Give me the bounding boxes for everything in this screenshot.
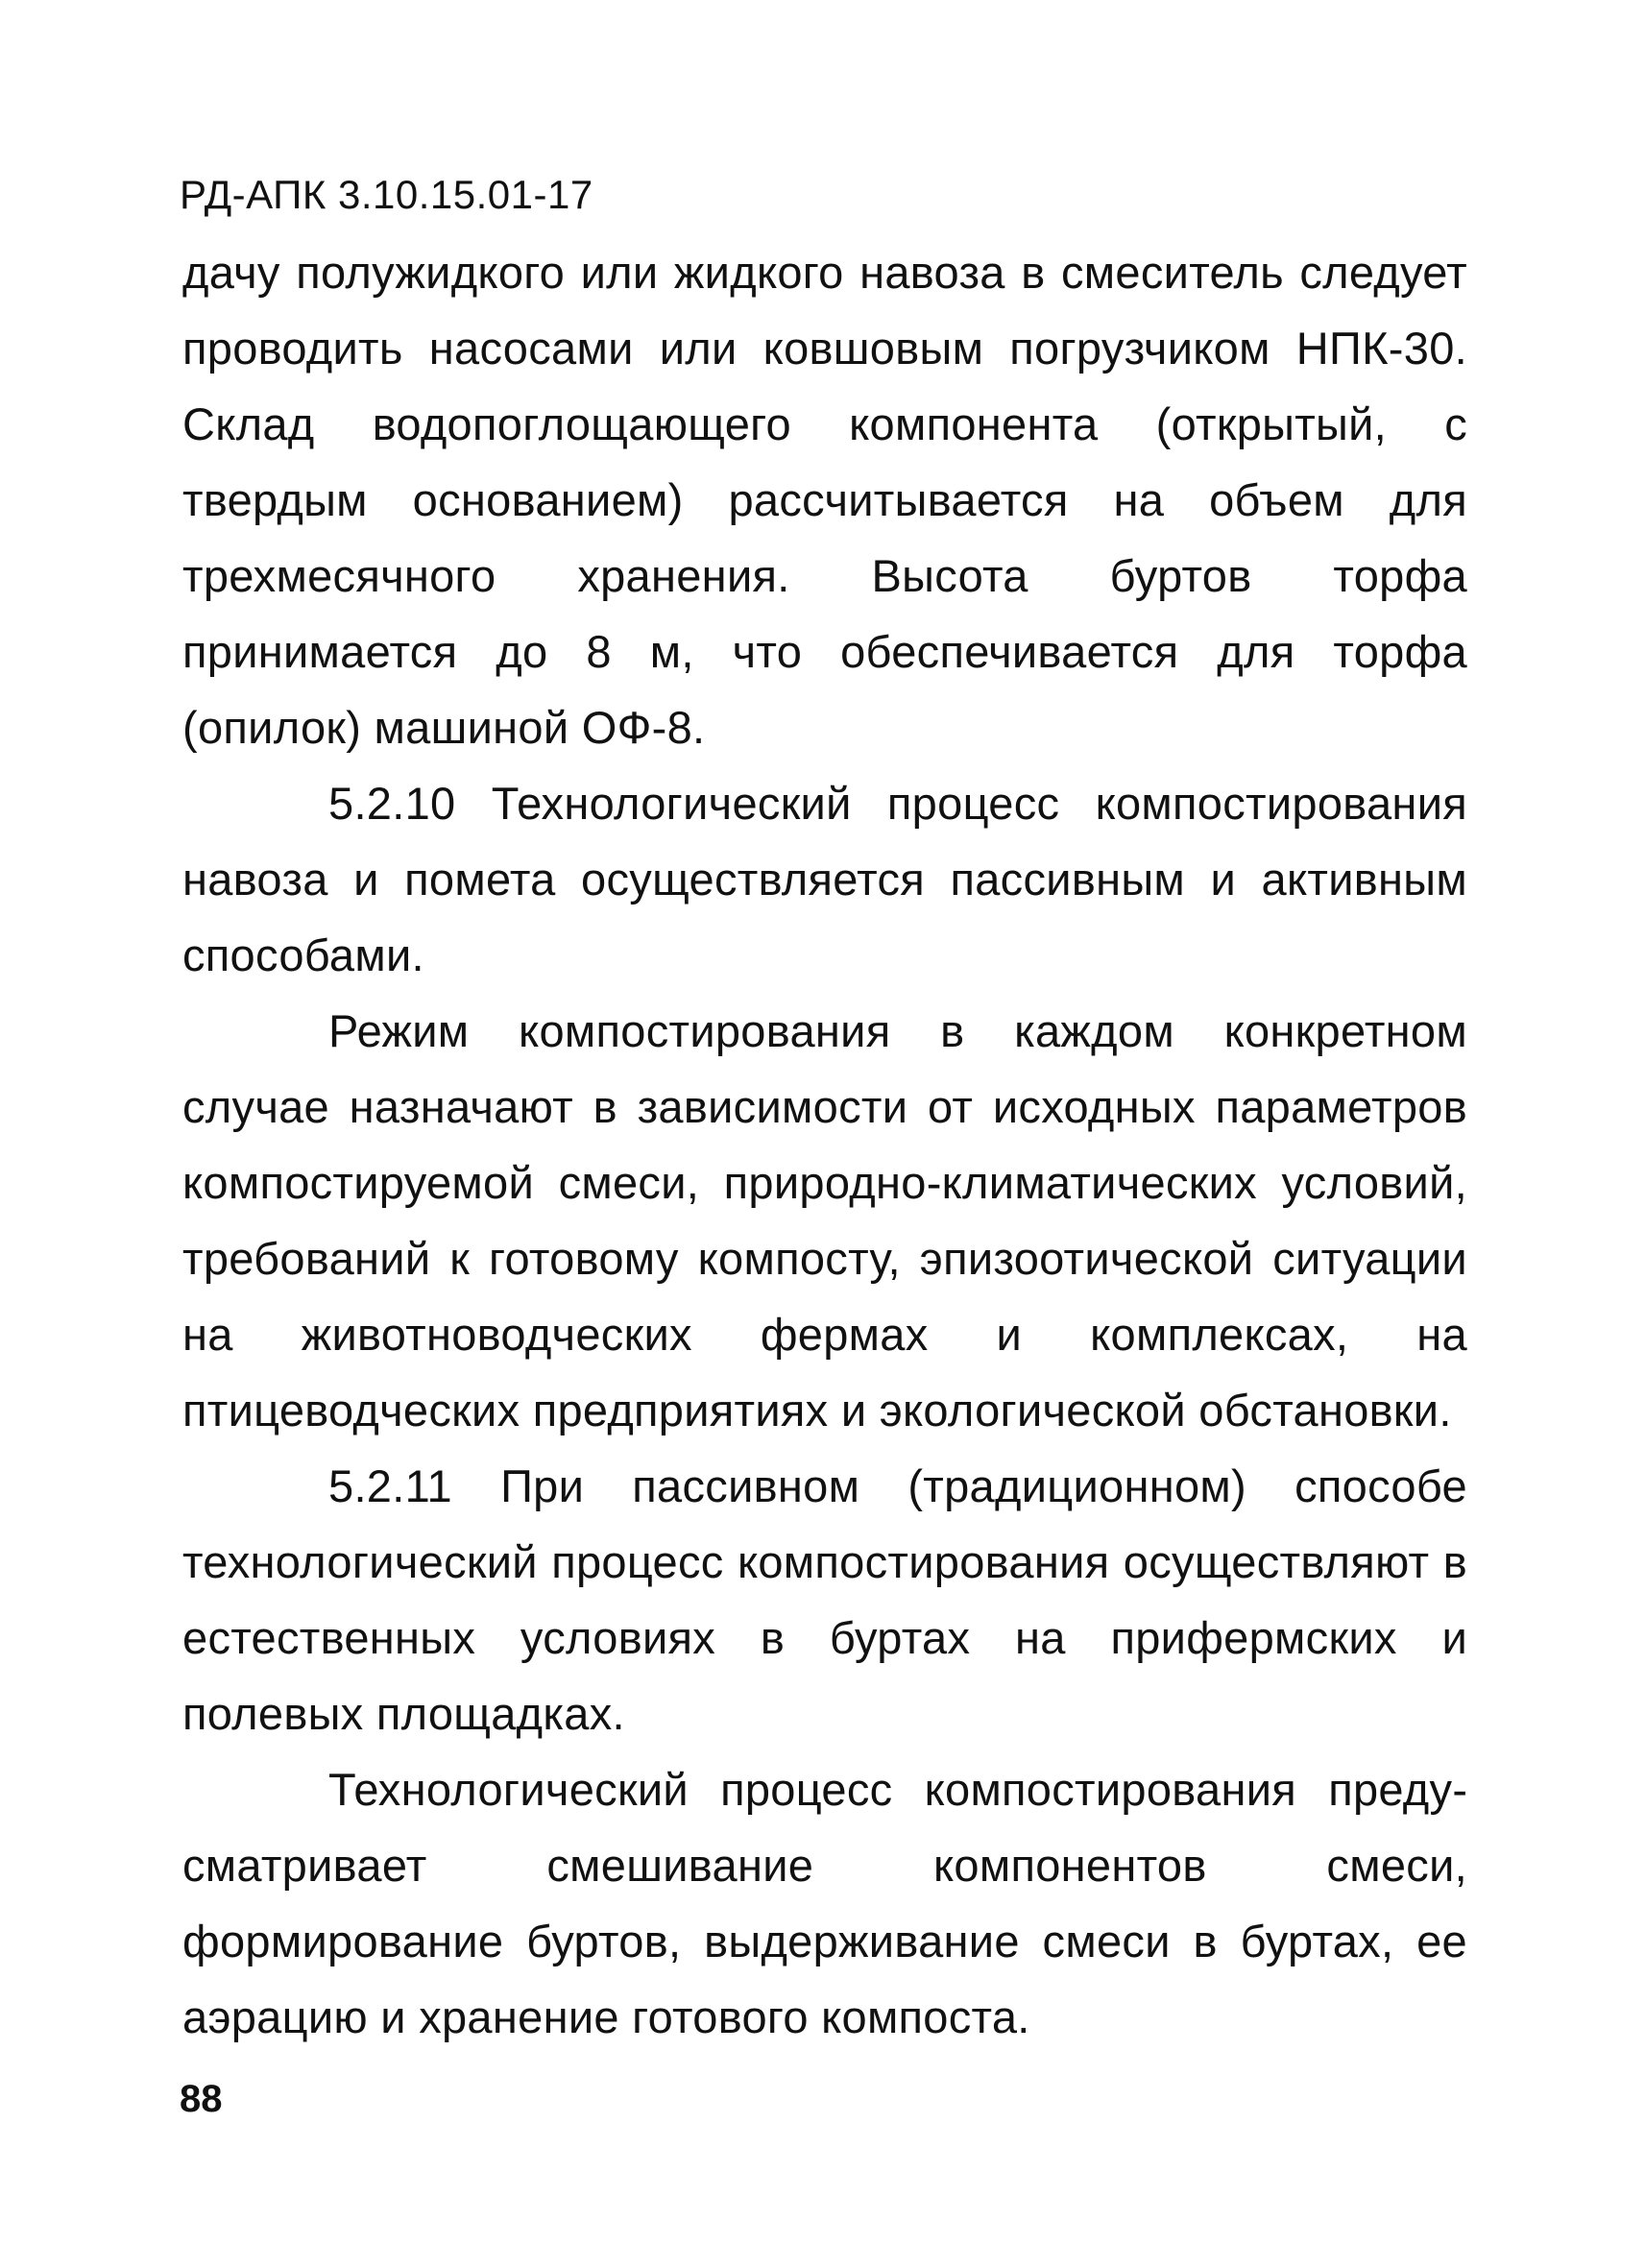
page-number: 88: [180, 2078, 223, 2120]
document-code-header: РД-АПК 3.10.15.01-17: [180, 172, 593, 217]
paragraph-5-2-10: 5.2.10 Технологический процесс компостирования навоза и помета осуществляется пассивным и активным способами.: [182, 778, 1467, 980]
paragraph-composting-mode: Режим компостирования в каждом конкретном случае назначают в зависимости от исходных параметров компостируемой смеси, природно-климатических условий, требований к готовому компосту, эпизоотической ситуации на животноводческих фермах и комплексах, на птицеводческих предприятиях и экологической обстановки.: [182, 1005, 1467, 1436]
paragraph-continuation: дачу полужидкого или жидкого навоза в смеситель следует проводить насосами или ковшовым погрузчиком НПК-30. Склад водопоглощающего компонента (открытый, с твердым основанием) рассчитывается на объем для трехмесячного хранения. Высота буртов торфа принимается до 8 м, что обеспечивается для торфа (опилок) машиной ОФ-8.: [182, 247, 1467, 753]
paragraph-5-2-11: 5.2.11 При пассивном (традиционном) способе технологический процесс компостирования осуществляют в естественных условиях в буртах на прифермских и полевых площадках.: [182, 1460, 1467, 1739]
body-text: [182, 234, 1467, 2055]
paragraph-process-steps: Технологический процесс компостирования предусматривает смешивание компонентов смеси, формирование буртов, выдерживание смеси в буртах, ее аэрацию и хранение готового компоста.: [182, 1764, 1467, 2042]
